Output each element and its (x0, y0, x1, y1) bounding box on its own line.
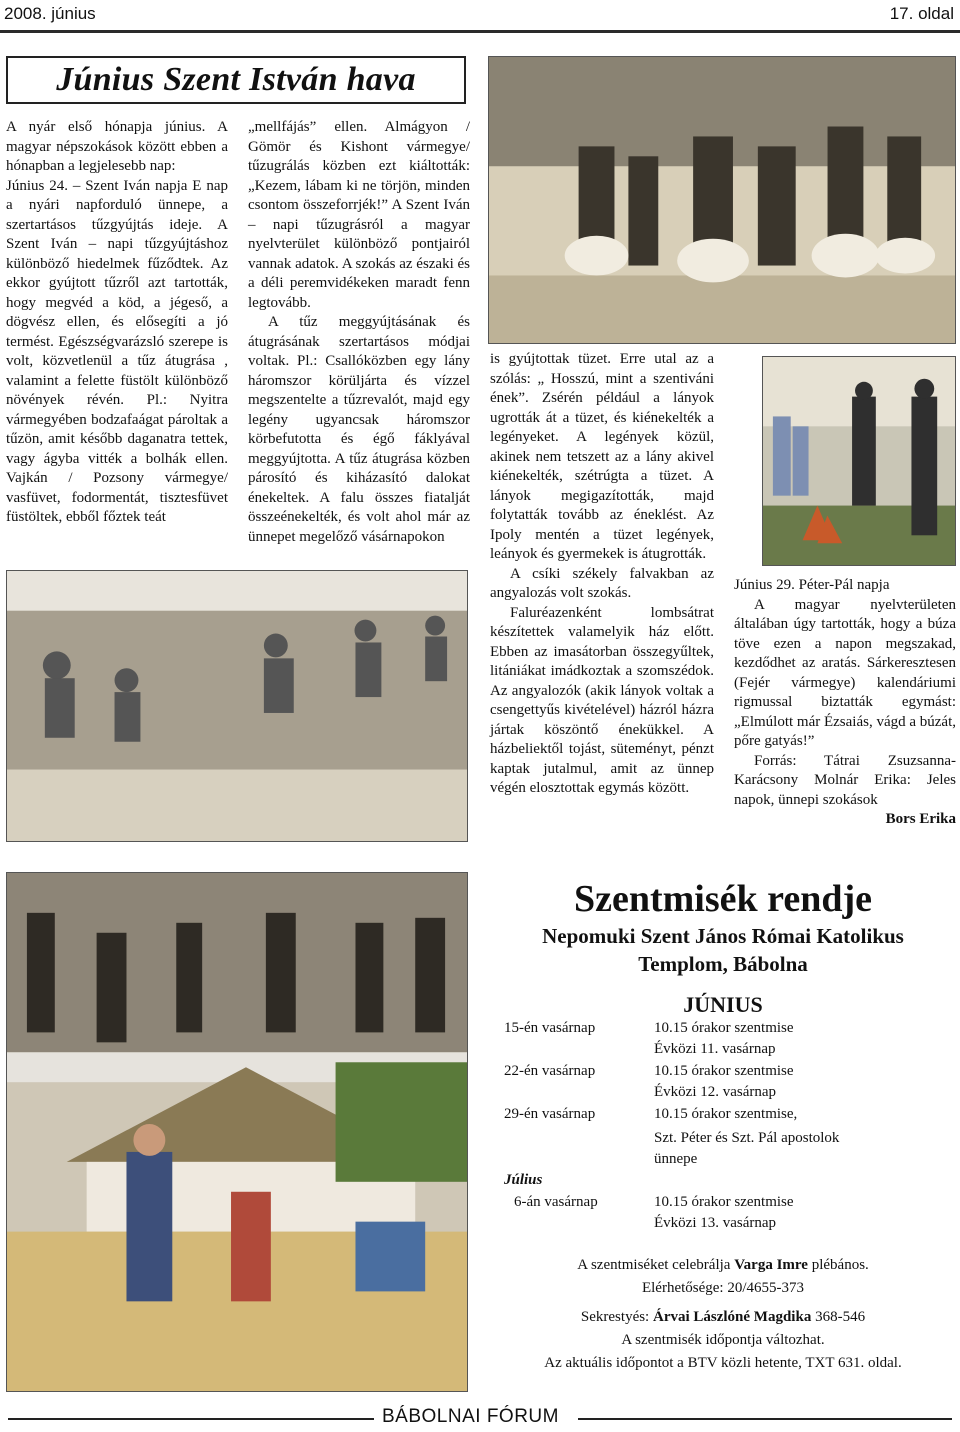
schedule-time: 10.15 órakor szentmise (654, 1020, 794, 1036)
mass-schedule-section (490, 858, 956, 1020)
article-column-3 (490, 350, 714, 799)
paragraph: Június 24. – Szent Iván napja E nap a nyári napforduló ünnepe, a szertartásos tűzgyújtás ideje. A Szent Iván – napi tűzgyújtáshoz különböző hiedelmek fűződtek. Az ekkor gyújtott tűzről azt tartották, hogy megvéd a köd, a jégeső, a dögvész ellen, és elősegíti a jó termést. Egészségvarázsló szerepe is volt, közvetlenül a tűz átugrása , valamint a felette füstölt különböző növények révén. Pl.: Nyitra vármegyében bodzafaágat pároltak a tűzön, amit később daganatra tettek, vagy ágyba vitték a bolhák ellen. Vajkán / Pozsony vármegye/ vasfüvet, fodormentát, tisztesfüvet füstöltek, ebből főztek teát (6, 177, 228, 525)
celebrant-line (490, 1254, 956, 1277)
schedule-note-btv: Az aktuális időpontot a BTV közli hetente, TXT 631. oldal. (544, 1355, 902, 1371)
celebrant-label: A szentmiséket celebrálja (577, 1257, 731, 1273)
article-column-1 (6, 118, 228, 528)
sacristan-name: Árvai Lászlóné Magdika (652, 1309, 812, 1325)
publication-name: BÁBOLNAI FÓRUM (382, 1406, 559, 1427)
footer-rule-left (8, 1418, 374, 1420)
bonfire-jumping-photo (762, 356, 956, 566)
paragraph: A magyar nyelvterületen általában úgy tartották, hogy a búza töve ezen a napon megszakad, kezdődhet az aratás. Sárkeresztesen (Fejér vármegye) kalendáriumi rigmussal biztatták egymást: „Elmúlott már Ézsaiás, vágd a búzát, pőre gatyás!” (734, 596, 957, 749)
mass-schedule-title: Szentmisék rendje (574, 878, 872, 920)
footer-rule-right (578, 1418, 952, 1420)
page-header (0, 0, 960, 33)
month-heading: JÚNIUS (683, 992, 763, 1017)
schedule-day: 15-én vasárnap (504, 1020, 596, 1036)
schedule-occasion: Évközi 13. vasárnap (654, 1215, 777, 1231)
month-label-july: Július (504, 1172, 543, 1188)
paragraph: A nyár első hónapja június. A magyar népszokások között ebben a hónapban a legjelesebb nap: (6, 119, 228, 174)
schedule-time: 10.15 órakor szentmise (654, 1194, 794, 1210)
sacristan-line (490, 1306, 956, 1329)
paragraph: A tűz meggyújtásának és átugrásának szertartásos módjai voltak. Pl.: Csallóközben egy lány háromszor körüljárta és vízzel megszentelte a tűzrevalót, majd egy legény ugyancsak háromszor körbefutotta és égő fáklyával meggyújtotta. A tűz átugrása közben párosító és kiházasító dalokat énekeltek. A falu összes fiatalját összeénekelték, és volt ahol már az ünnepet megelőző vásárnapokon (248, 314, 470, 545)
section-heading: Június 29. Péter-Pál napja (734, 577, 890, 593)
header-page-number: 17. oldal (889, 4, 954, 23)
schedule-day: 22-én vasárnap (504, 1063, 596, 1079)
source-note: Forrás: Tátrai Zsuzsanna-Karácsony Molnár Erika: Jeles napok, ünnepi szokások (734, 752, 956, 808)
schedule-occasion: Szt. Péter és Szt. Pál apostolok (654, 1130, 840, 1146)
celebrant-name: Varga Imre (734, 1257, 808, 1273)
schedule-occasion: Évközi 12. vasárnap (654, 1084, 777, 1100)
schedule-day: 6-án vasárnap (514, 1194, 598, 1210)
harvest-photo-color (6, 872, 468, 1392)
sacristan-label: Sekrestyés: (580, 1309, 650, 1325)
article-title-box (6, 56, 466, 104)
paragraph: Faluréazenként lombsátrat készítettek valamelyik ház előtt. Ebben az imasátorban összegyűltek, litániákat imádkoztak a szomszédok. Az angyalozók (akik lányok voltak a csengettyűs kivételével) házról házra jártak köszöntő énekükkel. A házbeliektől tojást, süteményt, pénzt kaptak jutalmul, amit az ünnep végén elosztottak egymás között. (490, 604, 714, 796)
schedule-occasion: Évközi 11. vasárnap (654, 1041, 776, 1057)
article-title: Június Szent István hava (56, 61, 416, 98)
paragraph: A csíki székely falvakban az angyalozás volt szokás. (490, 565, 714, 601)
schedule-day: 29-én vasárnap (504, 1106, 596, 1122)
contact-line: Elérhetősége: 20/4655-373 (641, 1280, 805, 1296)
article-column-2 (248, 118, 470, 547)
author-signature: Bors Erika (885, 811, 956, 827)
mass-info (490, 1254, 956, 1375)
sacristan-phone: 368-546 (815, 1309, 866, 1325)
harvest-photo-bw (6, 570, 468, 842)
schedule-time: 10.15 órakor szentmise (654, 1063, 794, 1079)
page-footer (0, 1406, 960, 1430)
church-name-line-1: Nepomuki Szent János Római Katolikus (542, 924, 904, 948)
schedule-time: 10.15 órakor szentmise, (654, 1106, 798, 1122)
schedule-occasion-cont: ünnepe (654, 1151, 698, 1167)
celebrant-title: plébános. (811, 1257, 869, 1273)
schedule-note: A szentmisék időpontja változhat. (621, 1332, 825, 1348)
header-date: 2008. június (4, 4, 96, 23)
article-column-4 (734, 576, 956, 830)
church-name-line-2: Templom, Bábolna (638, 952, 808, 976)
folk-dance-photo-sepia (488, 56, 956, 344)
paragraph: is gyújtottak tüzet. Erre utal az a szólás: „ Hosszú, mint a szentiváni ének”. Zsérén például a lányok ugrották át a tüzet, és kiénekelték a legényeket. A legények közül, akinek nem tetszett az a lány akivel kiénekelték, szétrúgta a tüzet. A lányok megigazították, majd folytatták tovább az éneklést. Az Ipoly mentén a tüzet legények, leányok és gyermekek is átugrották. (490, 351, 714, 562)
paragraph: „mellfájás” ellen. Almágyon / Gömör és Kishont vármegye/ tűzugrálás közben ezt kiáltották: „Kezem, lábam ki ne törjön, minden csontom összeforrjék!” A Szent Iván – napi tűzugrásról a magyar nyelvterület különböző pontjairól vannak adatok. A szokás az északi és a déli peremvidékeken maradt fenn legtovább. (248, 119, 471, 311)
